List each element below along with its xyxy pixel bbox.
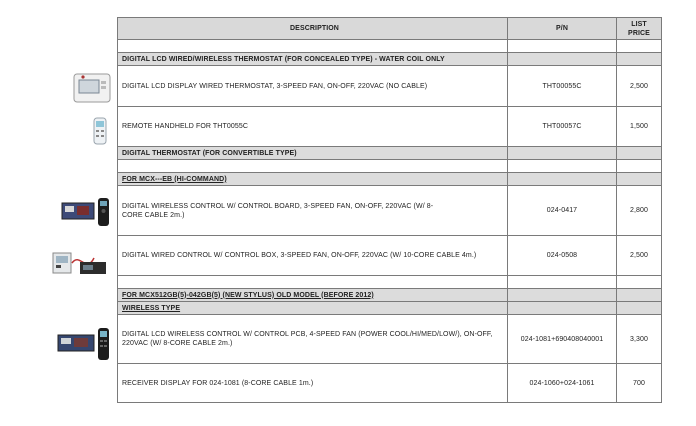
item-description: DIGITAL LCD DISPLAY WIRED THERMOSTAT, 3-SPEED FAN, ON-OFF, 220VAC (NO CABLE) [118,66,508,106]
item-price: 2,500 [629,252,649,259]
header-price-line2: PRICE [628,29,650,37]
section-title: DIGITAL THERMOSTAT (FOR CONVERTIBLE TYPE) [118,147,508,159]
item-price: 700 [633,379,645,387]
wired-control-box-image [52,248,112,278]
table-row [117,236,662,276]
header-price-line1: LIST [631,20,647,28]
item-price: 2,500 [629,82,649,90]
section-row [117,147,662,160]
section-row [117,289,662,302]
spacer-row [117,276,662,289]
item-description: DIGITAL LCD WIRELESS CONTROL W/ CONTROL PCB, 4-SPEED FAN (POWER COOL/HI/MED/LOW/), ON-OFF, 220VAC (W/ 8-CORE CABLE 2m.) [118,315,508,363]
item-pn: THT00055C [508,66,617,106]
section-title: DIGITAL LCD WIRED/WIRELESS THERMOSTAT (FOR CONCEALED TYPE) - WATER COIL ONLY [118,53,508,65]
table-row [117,364,662,403]
item-description: RECEIVER DISPLAY FOR 024-1081 (8-CORE CABLE 1m.) [118,364,508,402]
section-title: WIRELESS TYPE [118,302,508,314]
section-row [117,302,662,315]
header-description: DESCRIPTION [118,18,508,39]
section-title: FOR MCX512GB(5)-042GB(5) (NEW STYLUS) OLD MODEL (BEFORE 2012) [118,289,508,301]
wired-thermostat-image [73,72,111,104]
spacer-row [117,160,662,173]
header-list-price [617,18,661,39]
spacer-row [117,40,662,53]
item-description: DIGITAL WIRED CONTROL W/ CONTROL BOX, 3-SPEED FAN, ON-OFF, 220VAC (W/ 10-CORE CABLE 4m.) [118,236,508,275]
header-pn: P/N [508,18,617,39]
section-row [117,53,662,66]
section-row [117,173,662,186]
item-description: REMOTE HANDHELD FOR THT0055C [118,107,508,146]
item-description: DIGITAL WIRELESS CONTROL W/ CONTROL BOARD, 3-SPEED FAN, ON-OFF, 220VAC (W/ 8-CORE CABLE 2m.) [118,186,508,235]
item-price: 3,300 [629,335,649,343]
wireless-lcd-control-image [57,327,112,361]
table-row [117,66,662,107]
item-pn: THT00057C [508,107,617,146]
item-price: 1,500 [629,123,649,130]
item-pn: 024-1081+690408040001 [508,315,617,363]
table-header-row [117,17,662,40]
item-price: 2,800 [629,207,649,214]
section-title: FOR MCX---EB (HI-COMMAND) [118,173,508,185]
remote-handheld-image [93,117,107,145]
wireless-control-board-image [61,197,113,227]
table-row [117,107,662,147]
item-pn: 024-1060+024-1061 [508,364,617,402]
table-row [117,315,662,364]
table-row [117,186,662,236]
price-list-table [117,17,662,403]
item-pn: 024-0508 [508,236,617,275]
item-pn: 024-0417 [508,186,617,235]
